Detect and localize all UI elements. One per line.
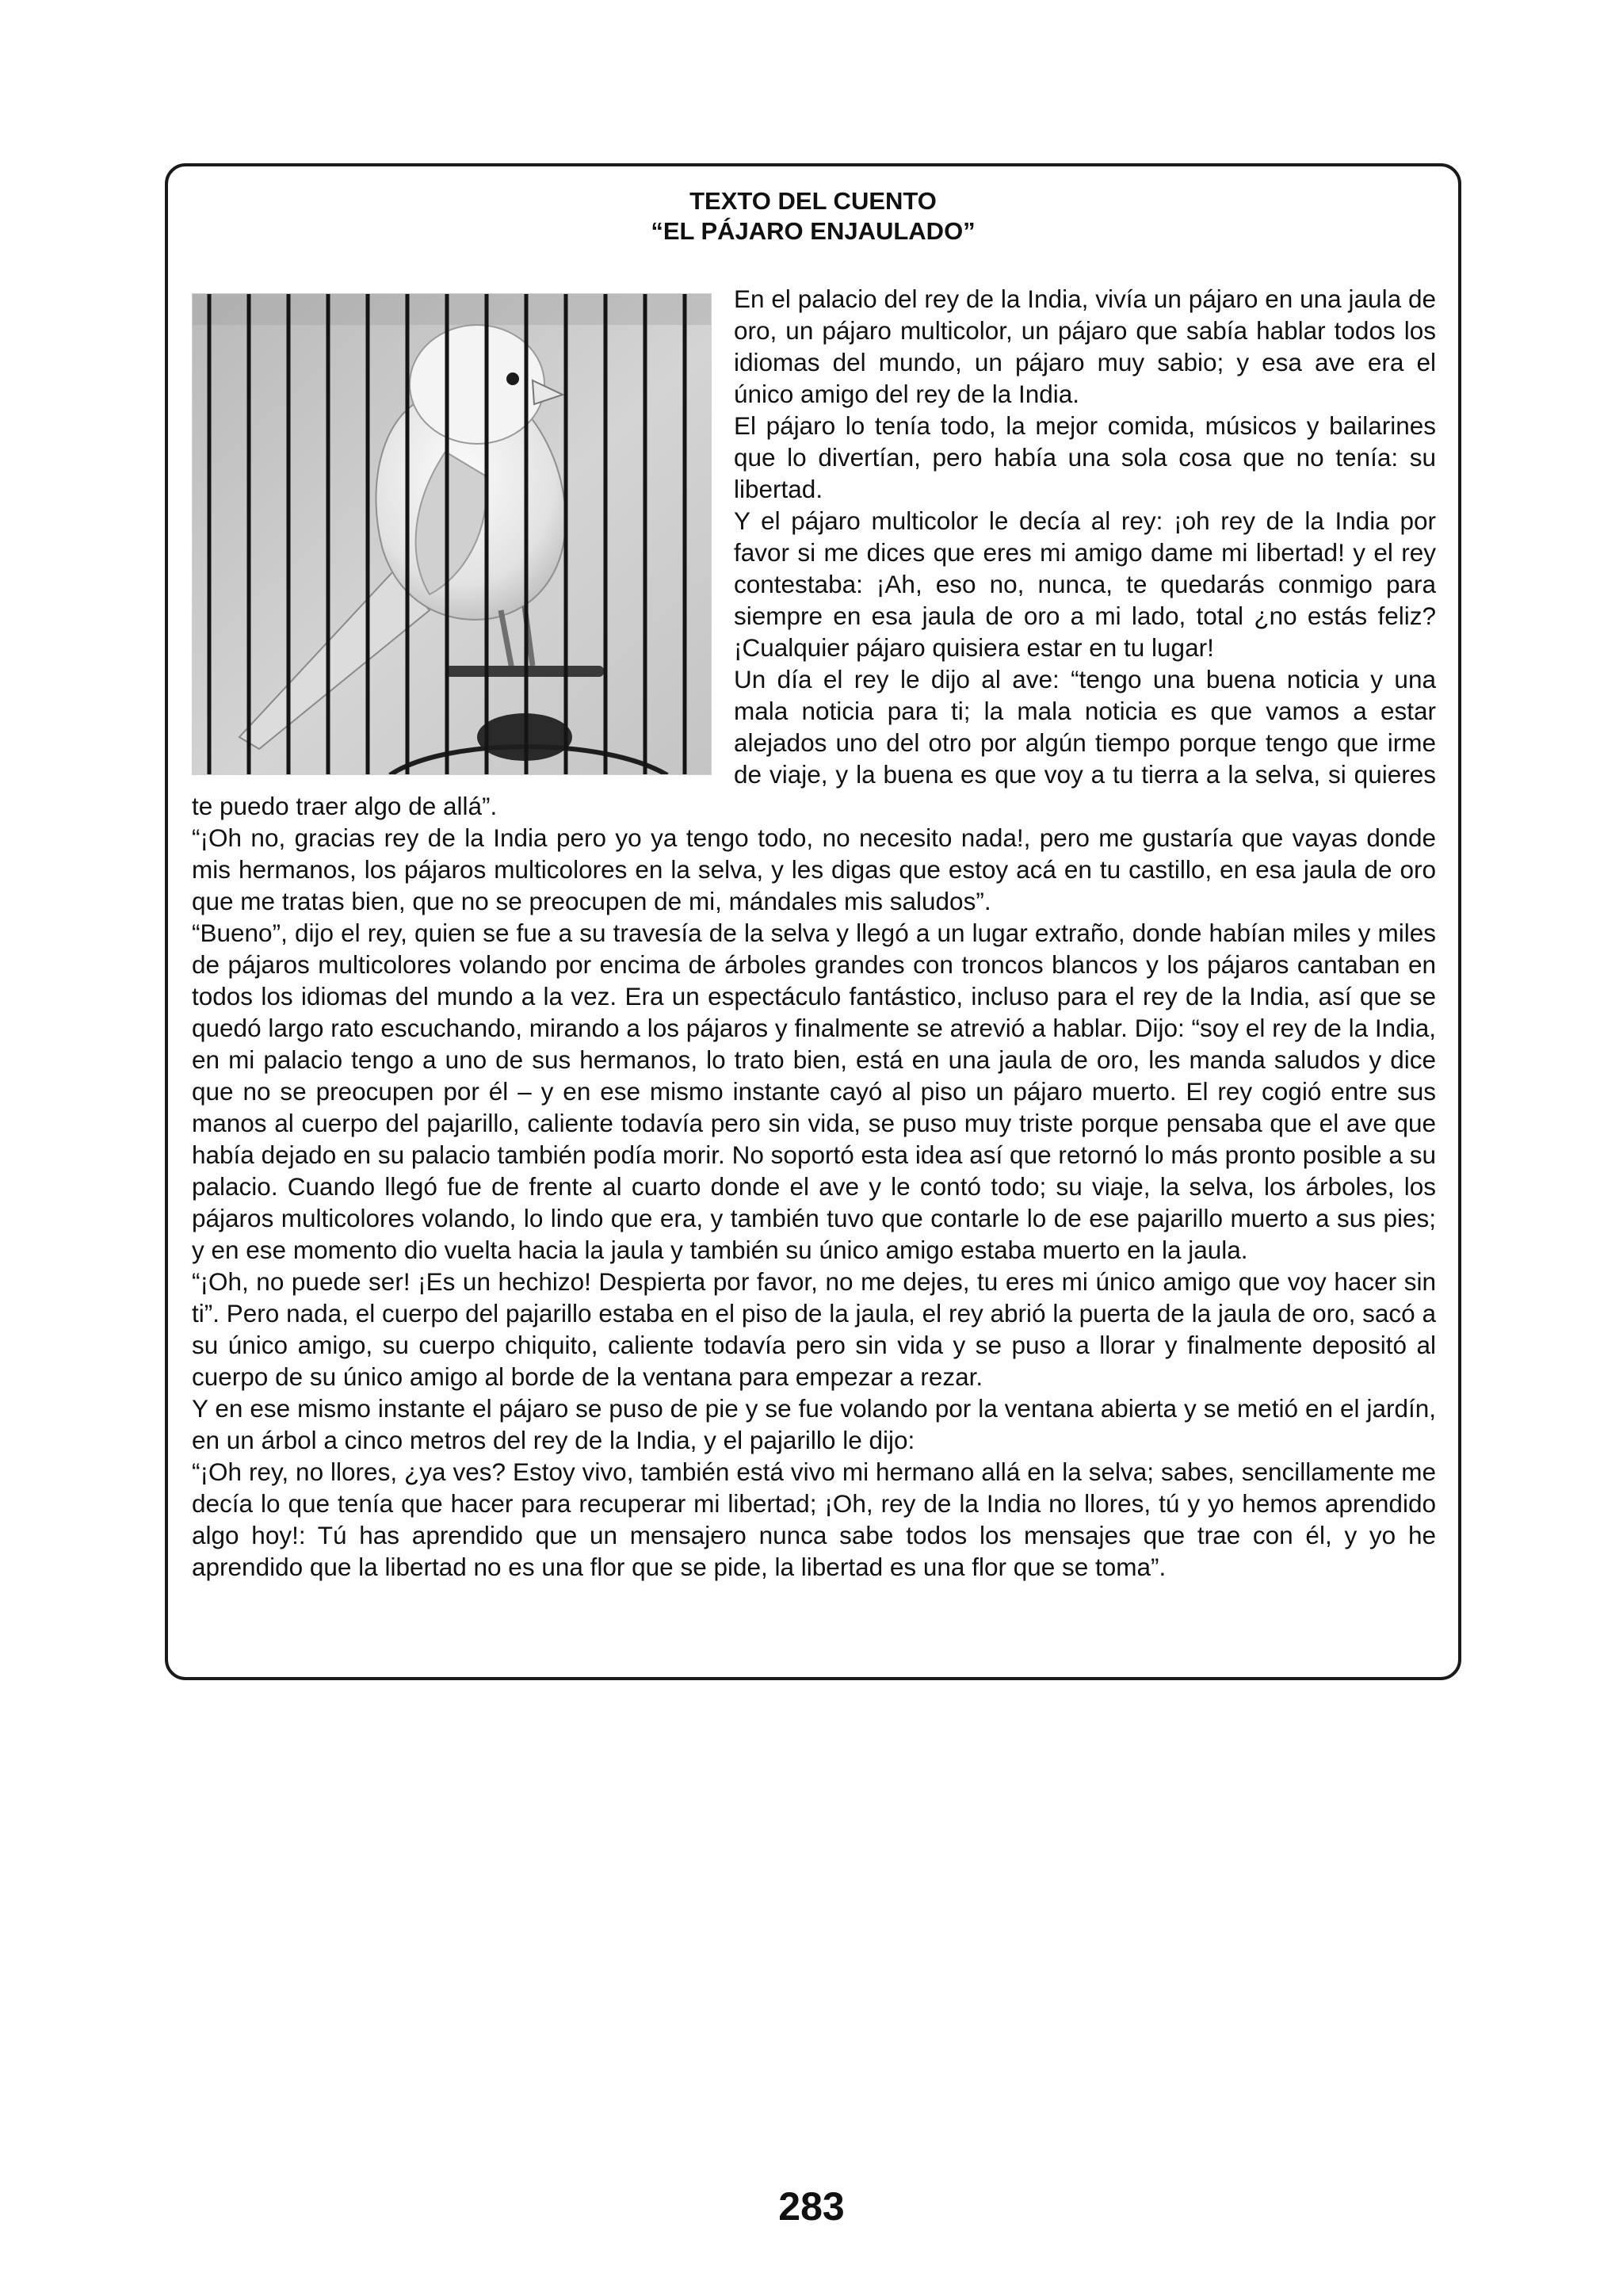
story-title-line-2: “EL PÁJARO ENJAULADO” <box>651 217 976 245</box>
story-paragraph: En el palacio del rey de la India, vivía un pájaro en una jaula de oro, un pájaro multicolor, un pájaro que sabía hablar todos los idiomas del mundo, un pájaro muy sabio; y esa ave era el único amigo del rey de la India. <box>734 285 1436 408</box>
story-paragraph: “¡Oh, no puede ser! ¡Es un hechizo! Despierta por favor, no me dejes, tu eres mi único amigo que voy hacer sin ti”. Pero nada, el cuerpo del pajarillo estaba en el piso de la jaula, el rey abrió la puerta de la jaula de oro, sacó a su único amigo, su cuerpo chiquito, caliente todavía pero sin vida y se puso a llorar y finalmente depositó al cuerpo de su único amigo al borde de la ventana para empezar a rezar. <box>192 1267 1436 1391</box>
story-paragraph: El pájaro lo tenía todo, la mejor comida, músicos y bailarines que lo divertían, pero había una sola cosa que no tenía: su libertad. <box>734 411 1436 503</box>
story-text <box>192 283 1436 1583</box>
story-paragraph: “¡Oh no, gracias rey de la India pero yo ya tengo todo, no necesito nada!, pero me gustaría que vayas donde mis hermanos, los pájaros multicolores en la selva, y les digas que estoy acá en tu castillo, en esa jaula de oro que me tratas bien, que no se preocupen de mi, mándales mis saludos”. <box>192 823 1436 915</box>
story-paragraph: “Bueno”, dijo el rey, quien se fue a su travesía de la selva y llegó a un lugar extraño, donde habían miles y miles de pájaros multicolores volando por encima de árboles grandes con troncos blancos y los pájaros cantaban en todos los idiomas del mundo a la vez. Era un espectáculo fantástico, incluso para el rey de la India, así que se quedó largo rato escuchando, mirando a los pájaros y finalmente se atrevió a hablar. Dijo: “soy el rey de la India, en mi palacio tengo a uno de sus hermanos, lo trato bien, está en una jaula de oro, les manda saludos y dice que no se preocupen por él – y en ese mismo instante cayó al piso un pájaro muerto. El rey cogió entre sus manos al cuerpo del pajarillo, caliente todavía pero sin vida, se puso muy triste porque pensaba que el ave que había dejado en su palacio también podía morir. No soportó esta idea así que retornó lo más pronto posible a su palacio. Cuando llegó fue de frente al cuarto donde el ave y le contó todo; su viaje, la selva, los árboles, los pájaros multicolores volando, lo lindo que era, y también tuvo que contarle lo de ese pajarillo muerto a sus pies; y en ese momento dio vuelta hacia la jaula y también su único amigo estaba muerto en la jaula. <box>192 919 1436 1264</box>
page-number: 283 <box>778 2184 845 2229</box>
story-title-line-1: TEXTO DEL CUENTO <box>689 187 937 215</box>
image-spacer <box>192 283 734 773</box>
story-paragraph: Y el pájaro multicolor le decía al rey: ¡oh rey de la India por favor si me dices que eres mi amigo dame mi libertad! y el rey contestaba: ¡Ah, eso no, nunca, te quedarás conmigo para siempre en esa jaula de oro a mi lado, total ¿no estás feliz? ¡Cualquier pájaro quisiera estar en tu lugar! <box>734 506 1436 662</box>
story-paragraph: “¡Oh rey, no llores, ¿ya ves? Estoy vivo, también está vivo mi hermano allá en la selva; sabes, sencillamente me decía lo que tenía que hacer para recuperar mi libertad; ¡Oh, rey de la India no llores, tú y yo hemos aprendido algo hoy!: Tú has aprendido que un mensajero nunca sabe todos los mensajes que trae con él, y yo he aprendido que la libertad no es una flor que se pide, la libertad es una flor que se toma”. <box>192 1457 1436 1581</box>
story-paragraph: Un día el rey le dijo al ave: “tengo una buena noticia y una mala noticia para ti; la mala noticia es que vamos a estar alejados uno del otro por algún tiempo porque tengo que irme de viaje, y la buena es que voy a tu tierra a la selva, si quieres te puedo traer algo de allá”. <box>192 665 1436 820</box>
story-paragraph: Y en ese mismo instante el pájaro se puso de pie y se fue volando por la ventana abierta y se metió en el jardín, en un árbol a cinco metros del rey de la India, y el pajarillo le dijo: <box>192 1394 1436 1454</box>
